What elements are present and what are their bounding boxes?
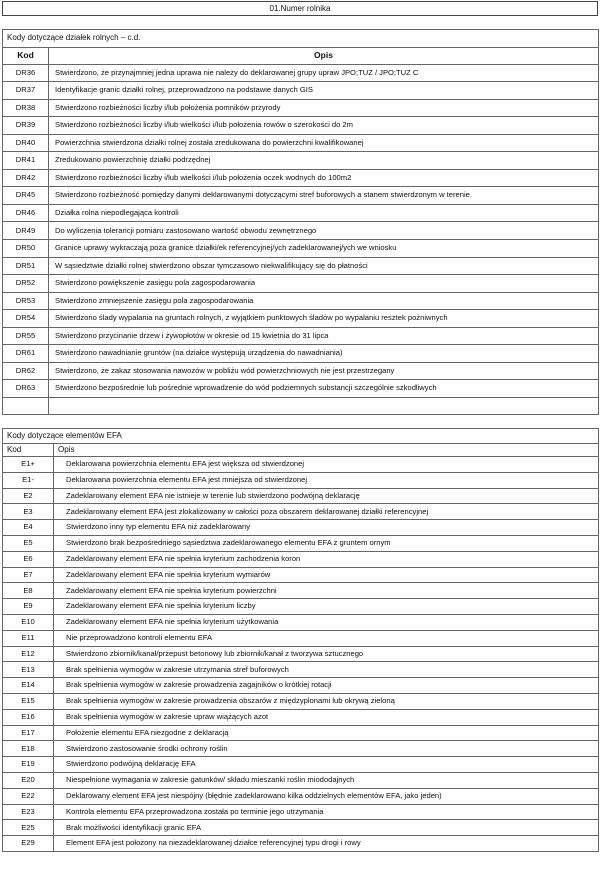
description-cell: Powierzchnia stwierdzona działki rolnej została zredukowana do powierzchni kwalifikowanej [49, 134, 599, 152]
code-cell: E12 [3, 646, 54, 662]
description-cell [49, 397, 599, 415]
code-cell: DR40 [3, 134, 49, 152]
column-header-description: Opis [54, 444, 599, 457]
code-cell [3, 397, 49, 415]
description-cell: Nie przeprowadzono kontroli elementu EFA [54, 630, 599, 646]
table-row [3, 204, 599, 222]
description-cell: Stwierdzono, że zakaz stosowania nawozów w pobliżu wód powierzchniowych nie jest przestrzegany [49, 362, 599, 380]
description-cell: Stwierdzono zastosowanie środki ochrony roślin [54, 741, 599, 757]
description-cell: Stwierdzono rozbieżności liczby i/lub wielkości i/lub położenia oczek wodnych do 100m2 [49, 169, 599, 187]
description-cell: Zadeklarowany element EFA nie spełnia kryterium użytkowania [54, 614, 599, 630]
description-cell: Zadeklarowany element EFA nie spełnia kryterium zachodzenia koron [54, 551, 599, 567]
description-cell: Stwierdzono, że przynajmniej jedna uprawa nie należy do deklarowanej grupy upraw JPO;TUZ / JPO;TUZ C [49, 64, 599, 82]
code-cell: DR51 [3, 257, 49, 275]
description-cell: Stwierdzono brak bezpośredniego sąsiedztwa zadeklarowanego elementu EFA z gruntem ornym [54, 535, 599, 551]
code-cell: E19 [3, 757, 54, 773]
code-cell: DR49 [3, 222, 49, 240]
description-cell: Położenie elementu EFA niezgodne z deklaracją [54, 725, 599, 741]
description-cell: Stwierdzono rozbieżność pomiędzy danymi deklarowanymi dotyczącymi stref buforowych a stanem stwierdzonym w terenie. [49, 187, 599, 205]
description-cell: Element EFA jest położony na niezadeklarowanej działce referencyjnej typu drogi i rowy [54, 836, 599, 852]
code-cell: DR53 [3, 292, 49, 310]
code-cell: E22 [3, 788, 54, 804]
table-row [3, 599, 599, 615]
table-row [3, 678, 599, 694]
table-row [3, 222, 599, 240]
table-row [3, 488, 599, 504]
table-row [3, 275, 599, 293]
table-row [3, 583, 599, 599]
description-cell: Zadeklarowany element EFA nie spełnia kryterium liczby [54, 599, 599, 615]
table-row [3, 662, 599, 678]
table-row [3, 257, 599, 275]
description-cell: Brak spełnienia wymogów w zakresie prowadzenia zagajników o krótkiej rotacji [54, 678, 599, 694]
table-row [3, 725, 599, 741]
description-cell: Niespełnione wymagania w zakresie gatunków/ składu mieszanki roślin miododajnych [54, 772, 599, 788]
description-cell: Zadeklarowany element EFA jest zlokalizowany w całości poza obszarem deklarowanej działki referencyjnej [54, 504, 599, 520]
section-title: Kody dotyczące działek rolnych – c.d. [3, 30, 599, 48]
table-row [3, 99, 599, 117]
description-cell: Stwierdzono bezpośrednie lub pośrednie wprowadzenie do wód podziemnych substancji szczególnie szkodliwych [49, 380, 599, 398]
code-cell: E1- [3, 472, 54, 488]
code-cell: E13 [3, 662, 54, 678]
code-cell: DR61 [3, 345, 49, 363]
table-row [3, 551, 599, 567]
table-row [3, 240, 599, 258]
table-row [3, 82, 599, 100]
table-row [3, 804, 599, 820]
table-row [3, 134, 599, 152]
code-cell: E3 [3, 504, 54, 520]
table-row [3, 788, 599, 804]
description-cell: Granice uprawy wykraczają poza granice działki/ek referencyjnej/ych zadeklarowanej/ych we wniosku [49, 240, 599, 258]
code-cell: DR55 [3, 327, 49, 345]
code-cell: DR37 [3, 82, 49, 100]
code-cell: DR54 [3, 310, 49, 328]
table-row [3, 709, 599, 725]
code-cell: E15 [3, 693, 54, 709]
table-body [3, 64, 599, 415]
table-row [3, 380, 599, 398]
table-row [3, 646, 599, 662]
page-title: 01.Numer rolnika [2, 1, 598, 16]
table-row [3, 187, 599, 205]
table-row [3, 397, 599, 415]
description-cell: Stwierdzono powiększenie zasięgu pola zagospodarowania [49, 275, 599, 293]
code-cell: DR42 [3, 169, 49, 187]
table-row [3, 741, 599, 757]
efa-element-codes-table [2, 428, 599, 852]
code-cell: E2 [3, 488, 54, 504]
description-cell: Zadeklarowany element EFA nie istnieje w terenie lub stwierdzono podwójną deklarację [54, 488, 599, 504]
code-cell: DR36 [3, 64, 49, 82]
code-cell: E14 [3, 678, 54, 694]
table-row [3, 567, 599, 583]
table-row [3, 457, 599, 473]
description-cell: Brak spełnienia wymogów w zakresie prowadzenia obszarów z międzyplonami lub okrywą zieloną [54, 693, 599, 709]
table-row [3, 169, 599, 187]
table-row [3, 520, 599, 536]
code-cell: DR46 [3, 204, 49, 222]
code-cell: DR45 [3, 187, 49, 205]
description-cell: Brak spełnienia wymogów w zakresie utrzymania stref buforowych [54, 662, 599, 678]
table-row [3, 310, 599, 328]
table-row [3, 772, 599, 788]
description-cell: Zadeklarowany element EFA nie spełnia kryterium wymiarów [54, 567, 599, 583]
description-cell: Deklarowany element EFA jest niespójny (błędnie zadeklarowano kilka oddzielnych elementów EFA, jako jeden) [54, 788, 599, 804]
table-row [3, 362, 599, 380]
table-row [3, 345, 599, 363]
code-cell: E29 [3, 836, 54, 852]
agricultural-parcel-codes-table [2, 29, 599, 415]
description-cell: Stwierdzono rozbieżności liczby i/lub wielkości i/lub położenia rowów o szerokości do 2m [49, 117, 599, 135]
description-cell: Stwierdzono inny typ elementu EFA niż zadeklarowany [54, 520, 599, 536]
code-cell: DR50 [3, 240, 49, 258]
code-cell: E23 [3, 804, 54, 820]
description-cell: Stwierdzono podwójną deklarację EFA [54, 757, 599, 773]
description-cell: Zredukowano powierzchnię działki podrzędnej [49, 152, 599, 170]
table-row [3, 472, 599, 488]
code-cell: E11 [3, 630, 54, 646]
table-row [3, 504, 599, 520]
code-cell: E1+ [3, 457, 54, 473]
description-cell: Brak spełnienia wymogów w zakresie upraw wiążących azot [54, 709, 599, 725]
code-cell: DR39 [3, 117, 49, 135]
description-cell: Działka rolna niepodlegająca kontroli [49, 204, 599, 222]
table-row [3, 630, 599, 646]
description-cell: Identyfikacje granic działki rolnej, przeprowadzono na podstawie danych GIS [49, 82, 599, 100]
description-cell: Deklarowana powierzchnia elementu EFA jest większa od stwierdzonej [54, 457, 599, 473]
code-cell: E6 [3, 551, 54, 567]
code-cell: DR62 [3, 362, 49, 380]
table-row [3, 327, 599, 345]
code-cell: E9 [3, 599, 54, 615]
column-header-description: Opis [49, 47, 599, 64]
description-cell: Stwierdzono przycinanie drzew i żywopłotów w okresie od 15 kwietnia do 31 lipca [49, 327, 599, 345]
code-cell: DR41 [3, 152, 49, 170]
code-cell: E7 [3, 567, 54, 583]
description-cell: Stwierdzono zmniejszenie zasięgu pola zagospodarowania [49, 292, 599, 310]
code-cell: DR52 [3, 275, 49, 293]
code-cell: E17 [3, 725, 54, 741]
description-cell: Stwierdzono ślady wypalania na gruntach rolnych, z wyjątkiem punktowych śladów po wypalaniu resztek pożniwnych [49, 310, 599, 328]
table-body [3, 457, 599, 852]
description-cell: Brak możliwości identyfikacji granic EFA [54, 820, 599, 836]
table-row [3, 152, 599, 170]
code-cell: DR63 [3, 380, 49, 398]
description-cell: W sąsiedztwie działki rolnej stwierdzono obszar tymczasowo niekwalifikujący się do płatności [49, 257, 599, 275]
description-cell: Kontrola elementu EFA przeprowadzona została po terminie jego utrzymania [54, 804, 599, 820]
code-cell: E18 [3, 741, 54, 757]
code-cell: E8 [3, 583, 54, 599]
table-row [3, 117, 599, 135]
code-cell: E20 [3, 772, 54, 788]
table-row [3, 614, 599, 630]
description-cell: Do wyliczenia tolerancji pomiaru zastosowano wartość obwodu zewnętrznego [49, 222, 599, 240]
code-cell: E25 [3, 820, 54, 836]
description-cell: Deklarowana powierzchnia elementu EFA jest mniejsza od stwierdzonej [54, 472, 599, 488]
column-header-code: Kod [3, 47, 49, 64]
table-row [3, 757, 599, 773]
table-row [3, 836, 599, 852]
description-cell: Stwierdzono rozbieżności liczby i/lub położenia pomników przyrody [49, 99, 599, 117]
code-cell: E4 [3, 520, 54, 536]
table-row [3, 64, 599, 82]
description-cell: Stwierdzono nawadnianie gruntów (na działce występują urządzenia do nawadniania) [49, 345, 599, 363]
table-row [3, 693, 599, 709]
table-row [3, 535, 599, 551]
description-cell: Stwierdzono zbiornik/kanał/przepust betonowy lub zbiornik/kanał z tworzywa sztucznego [54, 646, 599, 662]
table-row [3, 820, 599, 836]
code-cell: E16 [3, 709, 54, 725]
code-cell: E5 [3, 535, 54, 551]
table-row [3, 292, 599, 310]
code-cell: E10 [3, 614, 54, 630]
column-header-code: Kod [3, 444, 54, 457]
section-title: Kody dotyczące elementów EFA [3, 429, 599, 444]
code-cell: DR38 [3, 99, 49, 117]
description-cell: Zadeklarowany element EFA nie spełnia kryterium powierzchni [54, 583, 599, 599]
